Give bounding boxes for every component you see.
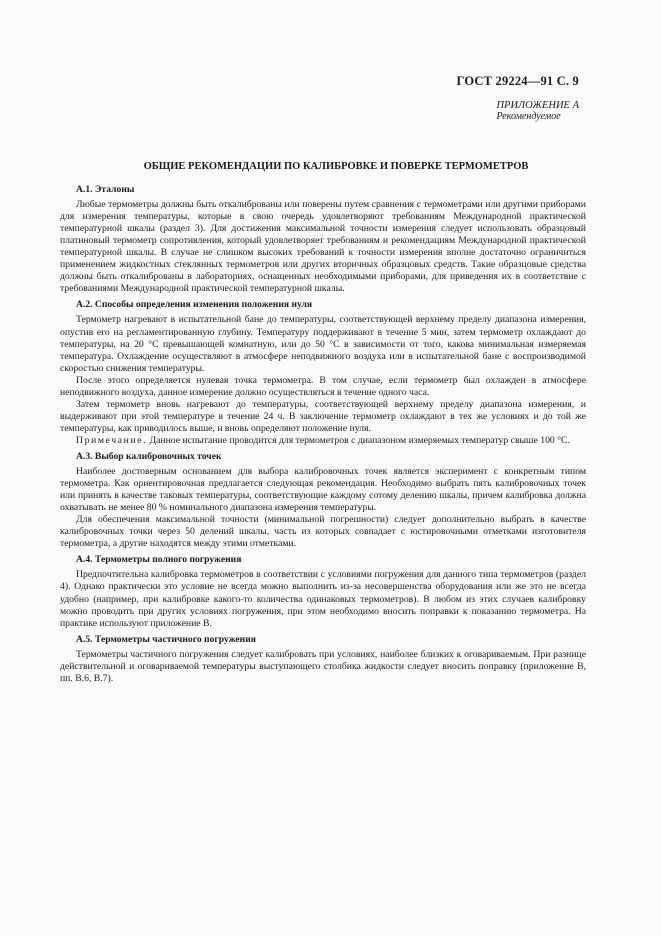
note-text: Данное испытание проводится для термометров с диапазоном измеряемых температур свыше 100 °С. bbox=[147, 434, 570, 446]
section-heading-a3: А.3. Выбор калибровочных точек bbox=[76, 450, 222, 462]
paragraph: После этого определяется нулевая точка термометра. В том случае, если термометр был охлажден в атмосфере неподвижного воздуха, данное измерение должно осуществляться в течение одного часа. bbox=[60, 374, 586, 398]
paragraph: Предпочтительна калибровка термометров в соответствии с условиями погружения для данного типа термометров (раздел 4). Однако практически это условие не всегда можно выполнить из-за несовершенства оборудования или же это не всегда удобно (например, при калибровке какого-то количества одинаковых термометров). В любом из этих случаев калибровку можно проводить при других условиях погружения, при этом необходимо вносить поправки к показанию термометра. На практике используют приложение В. bbox=[60, 569, 586, 629]
paragraph: Наиболее достоверным основанием для выбора калибровочных точек является эксперимент с конкретным типом термометра. Как ориентировочная предлагается следующая рекомендация. Необходимо выбрать пять калибровочных точек или принять в качестве таковых температуры, соответствующие каждому сотому делению шкалы, причем калибровка должна охватывать не менее 80 % номинального диапазона измерения температуры. bbox=[60, 466, 586, 514]
note-label: Примечание. bbox=[76, 434, 148, 446]
page-header: ГОСТ 29224—91 С. 9 bbox=[456, 74, 579, 88]
paragraph: Затем термометр вновь нагревают до температуры, соответствующей верхнему пределу диапазона измерения, и выдерживают при этой температуре в течение 24 ч. В заключение термометр охлаждают в тех же условиях и до той же температуры, как приводилось выше, и вновь определяют положение нуля. bbox=[60, 398, 586, 434]
section-heading-a4: А.4. Термометры полного погружения bbox=[76, 554, 242, 566]
document-body bbox=[60, 183, 586, 685]
appendix-title: ПРИЛОЖЕНИЕ А bbox=[496, 100, 579, 111]
paragraph: Любые термометры должны быть откалиброваны или поверены путем сравнения с термометрами или другими приборами для измерения температуры, которые в свою очередь удовлетворяют требованиям Международной практической температурной шкалы (раздел 3). Для достижения максимальной точности измерения следует использовать образцовый платиновый термометр сопротивления, который удовлетворяет требованиям и рекомендациям Международной практической температурной шкалы. В случае не слишком высоких требований к точности измерения вполне достаточно ограничиться применением жидкостных стеклянных термометров или других вторичных образцовых средств. Такие образцовые средства должны быть откалиброваны в лабораториях, оснащенных необходимыми приборами, для приведения их в соответствие с требованиями Международной практической температурной шкалы. bbox=[60, 199, 586, 295]
section-heading-a5: А.5. Термометры частичного погружения bbox=[76, 633, 256, 645]
paragraph: Для обеспечения максимальной точности (минимальной погрешности) следует дополнительно выбрать в качестве калибровочных точки через 50 делений шкалы, часть из которых совпадает с юстировочными отметками изготовителя термометра, а другие находятся между этими отметками. bbox=[60, 514, 586, 550]
main-title: ОБЩИЕ РЕКОМЕНДАЦИИ ПО КАЛИБРОВКЕ И ПОВЕРКЕ ТЕРМОМЕТРОВ bbox=[143, 161, 529, 172]
note bbox=[60, 435, 586, 447]
paragraph: Термометры частичного погружения следует калибровать при условиях, наиболее близких к оговариваемым. При разнице действительной и оговариваемой температуры выступающего столбика жидкости следует вносить поправку (приложение В, пп. В.6, В.7). bbox=[60, 648, 586, 684]
paragraph: Термометр нагревают в испытательной бане до температуры, соответствующей верхнему пределу диапазона измерения, опустив его на регламентированную глубину. Температуру поддерживают в течение 5 мин, затем термометр охлаждают до температуры, на 20 °С превышающей комнатную, или до 50 °С в зависимости от того, какова минимальная измеряемая температура. Охлаждение осуществляют в атмосфере неподвижного воздуха или в испытательной бане с воспроизводимой скоростью снижения температуры. bbox=[60, 314, 586, 374]
appendix-status: Рекомендуемое bbox=[496, 111, 561, 122]
appendix-label bbox=[496, 100, 579, 122]
section-heading-a1: А.1. Эталоны bbox=[76, 184, 135, 195]
section-heading-a2: А.2. Способы определения изменения положения нуля bbox=[76, 299, 313, 311]
